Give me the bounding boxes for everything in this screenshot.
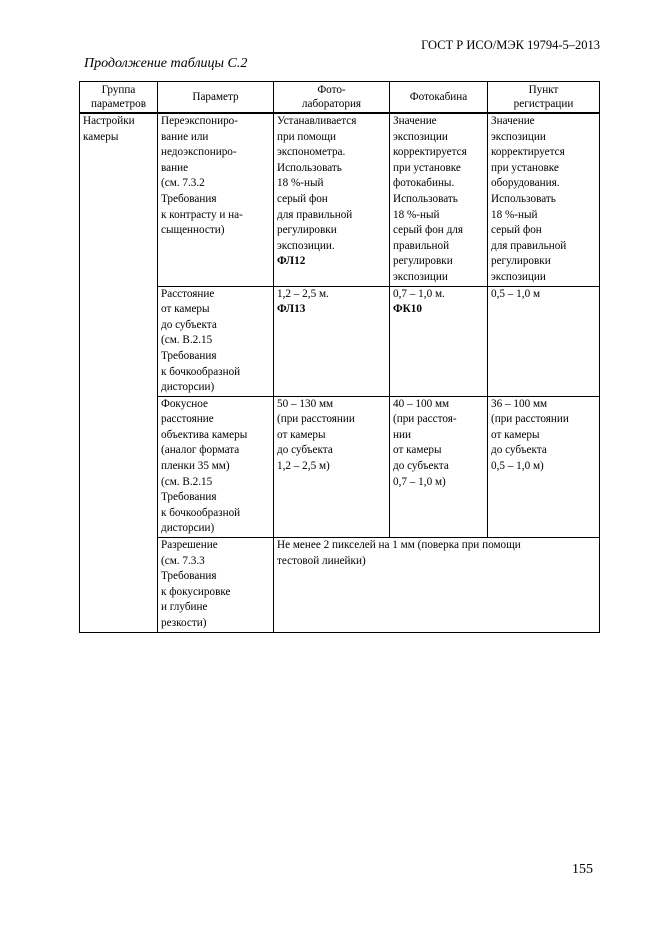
photo-booth-cell: 40 – 100 мм (при расстоя- нии от камеры до субъекта 0,7 – 1,0 м) (390, 396, 488, 537)
photo-lab-cell: Устанавливается при помощи экспонометра. Использовать 18 %-ный серый фон для правильной регулировки экспозиции. ФЛ12 (274, 113, 390, 286)
table-caption: Продолжение таблицы С.2 (84, 56, 248, 71)
parameter-group-cell: Настройки камеры (80, 113, 158, 632)
table-row (80, 286, 600, 396)
photo-lab-cell: 50 – 130 мм (при расстоянии от камеры до субъекта 1,2 – 2,5 м) (274, 396, 390, 537)
registration-point-cell: Значение экспозиции корректируется при установке оборудования. Использовать 18 %-ный серый фон для правильной регулировки экспозиции (488, 113, 600, 286)
parameters-table (79, 81, 600, 633)
page-number: 155 (572, 862, 593, 877)
registration-point-cell: 36 – 100 мм (при расстоянии от камеры до субъекта 0,5 – 1,0 м) (488, 396, 600, 537)
column-header-parameter: Параметр (158, 82, 274, 114)
photo-lab-cell: 1,2 – 2,5 м. ФЛ13 (274, 286, 390, 396)
photo-booth-cell: 0,7 – 1,0 м. ФК10 (390, 286, 488, 396)
table-row (80, 113, 600, 286)
table-row (80, 538, 600, 633)
photo-booth-code: ФК10 (393, 303, 422, 316)
merged-value-cell: Не менее 2 пикселей на 1 мм (поверка при помощи тестовой линейки) (274, 538, 600, 633)
column-header-photo-booth: Фотокабина (390, 82, 488, 114)
photo-lab-code: ФЛ12 (277, 255, 306, 268)
photo-booth-cell: Значение экспозиции корректируется при установке фотокабины. Использовать 18 %-ный серый фон для правильной регулировки экспозиции (390, 113, 488, 286)
column-header-group: Группа параметров (80, 82, 158, 114)
column-header-registration-point: Пункт регистрации (488, 82, 600, 114)
registration-point-cell: 0,5 – 1,0 м (488, 286, 600, 396)
table-row (80, 396, 600, 537)
photo-lab-code: ФЛ13 (277, 303, 306, 316)
column-header-photo-lab: Фото- лаборатория (274, 82, 390, 114)
document-standard-header: ГОСТ Р ИСО/МЭК 19794-5–2013 (421, 38, 600, 52)
parameter-cell: Разрешение (см. 7.3.3 Требования к фокусировке и глубине резкости) (158, 538, 274, 633)
table-header-row (80, 82, 600, 114)
parameter-cell: Фокусное расстояние объектива камеры (аналог формата пленки 35 мм) (см. В.2.15 Требования к бочкообразной дисторсии) (158, 396, 274, 537)
parameter-cell: Переэкспониро- вание или недоэкспониро- вание (см. 7.3.2 Требования к контрасту и на- сыщенности) (158, 113, 274, 286)
parameter-cell: Расстояние от камеры до субъекта (см. В.2.15 Требования к бочкообразной дисторсии) (158, 286, 274, 396)
